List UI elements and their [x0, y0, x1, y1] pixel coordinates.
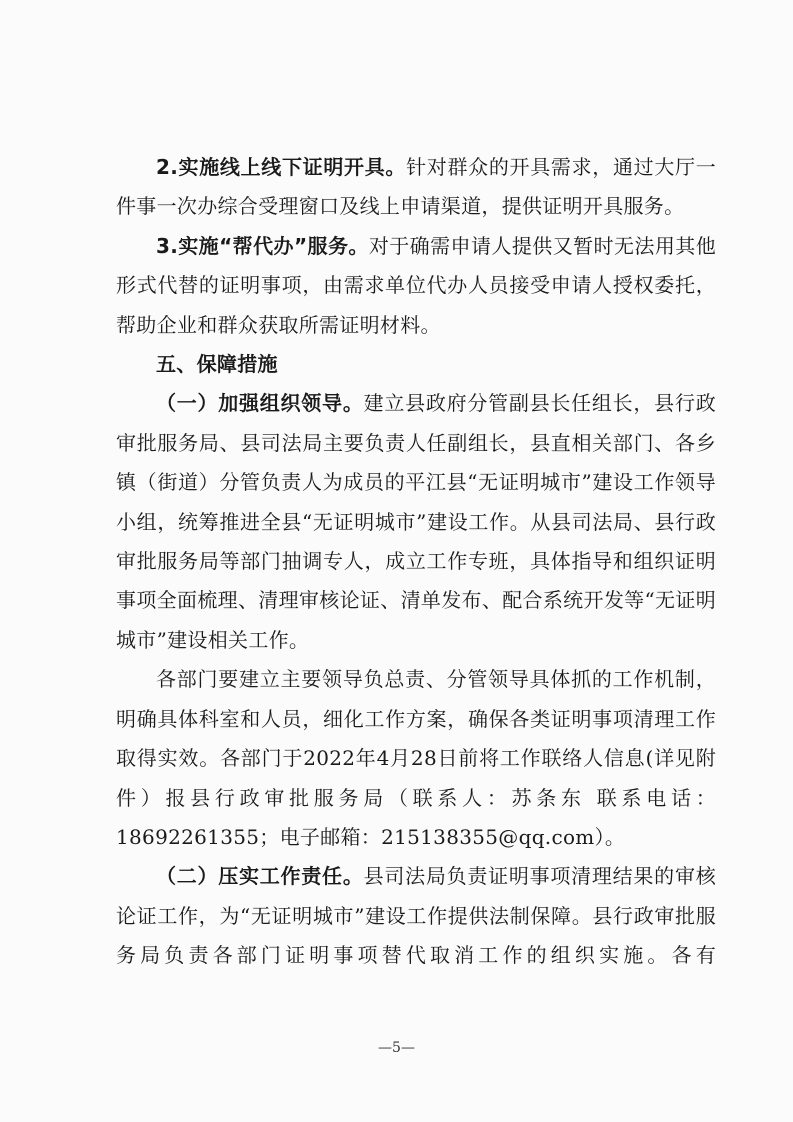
page-number: —5—: [378, 1040, 415, 1056]
paragraph-agency-service: [116, 227, 716, 345]
paragraph-text: 针对群众的开具需求，通过大厅一件事一次办综合受理窗口及线上申请渠道，提供证明开具服务。: [116, 155, 717, 219]
paragraph-work-responsibility: [116, 857, 716, 975]
paragraph-text: 建立县政府分管副县长任组长，县行政审批服务局、县司法局主要负责人任副组长，县直相关部门、各乡镇（街道）分管负责人为成员的平江县“无证明城市”建设工作领导小组，统筹推进全县“无证明城市”建设工作。从县司法局、县行政审批服务局等部门抽调专人，成立工作专班，具体指导和组织证明事项全面梳理、清理审核论证、清单发布、配合系统开发等“无证明城市”建设相关工作。: [116, 391, 716, 652]
paragraph-lead: （一）加强组织领导。: [156, 391, 364, 416]
paragraph-text: 各部门要建立主要领导负总责、分管领导具体抓的工作机制，明确具体科室和人员，细化工作方案，确保各类证明事项清理工作取得实效。各部门于2022年4月28日前将工作联络人信息(详见附件）报县行政审批服务局（联系人：苏条东 联系电话：18692261355；电子邮箱：215138355@qq.com）。: [116, 667, 716, 849]
paragraph-text: 县司法局负责证明事项清理结果的审核论证工作，为“无证明城市”建设工作提供法制保障。县行政审批服务局负责各部门证明事项替代取消工作的组织实施。各有: [116, 864, 716, 968]
paragraph-lead: （二）压实工作责任。: [156, 864, 364, 889]
paragraph-lead: 3.实施“帮代办”服务。: [156, 233, 369, 258]
paragraph-department-mechanism: [116, 660, 716, 857]
paragraph-offline-online-certificates: [116, 148, 716, 227]
document-body: [116, 148, 716, 976]
paragraph-lead: 2.实施线上线下证明开具。: [156, 155, 407, 179]
section-heading-safeguards: 五、保障措施: [156, 352, 278, 377]
paragraph-text: 对于确需申请人提供又暂时无法用其他形式代替的证明事项，由需求单位代办人员接受申请人授权委托，帮助企业和群众获取所需证明材料。: [116, 233, 716, 337]
paragraph-organization-leadership: [116, 384, 716, 660]
